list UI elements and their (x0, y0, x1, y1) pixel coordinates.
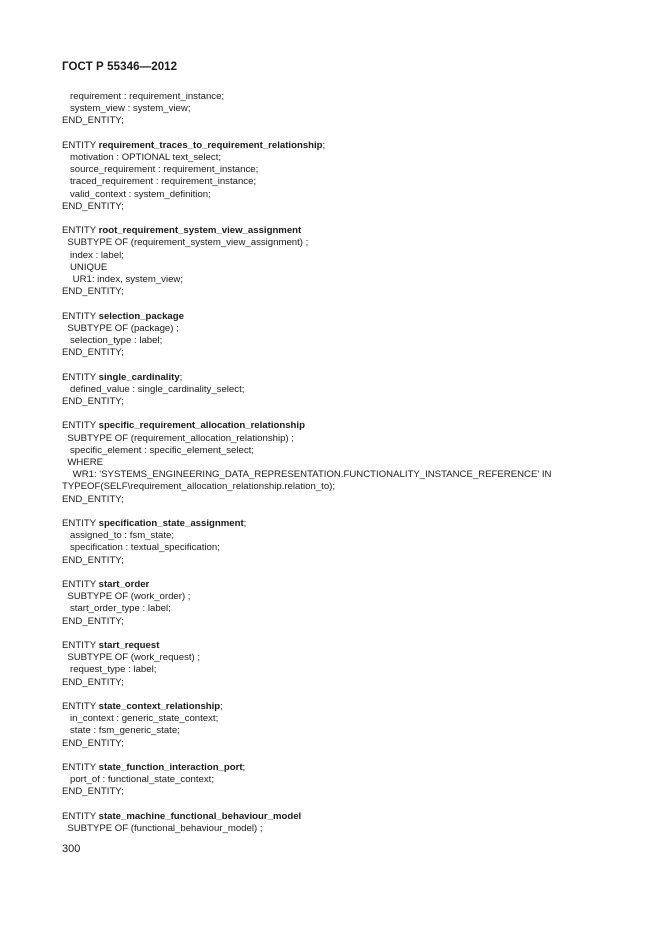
block-separator (62, 298, 632, 310)
block-separator (62, 213, 632, 225)
code-line: selection_type : label; (62, 335, 163, 347)
entity-block (62, 701, 632, 750)
entity-name: specification_state_assignment (98, 518, 244, 530)
code-line: motivation : OPTIONAL text_select; (62, 152, 222, 163)
entity-keyword: ENTITY (62, 579, 99, 591)
code-line: SUBTYPE OF (requirement_allocation_relationship) ; (62, 432, 294, 444)
code-line: END_ENTITY; (62, 554, 124, 566)
entity-declaration (62, 579, 632, 591)
code-line: END_ENTITY; (62, 286, 124, 298)
code-line: UR1: index, system_view; (62, 274, 184, 286)
entity-declaration (62, 140, 632, 152)
entity-keyword: ENTITY (62, 225, 99, 237)
entity-block (62, 811, 632, 835)
entity-keyword: ENTITY (62, 420, 99, 432)
code-line: TYPEOF(SELF\requirement_allocation_relationship.relation_to); (62, 481, 336, 493)
block-separator (62, 750, 632, 762)
entity-keyword: ENTITY (62, 310, 99, 322)
entity-terminator: ; (179, 371, 183, 383)
block-separator (62, 408, 632, 420)
code-line: start_order_type : label; (62, 603, 171, 615)
code-line: port_of : functional_state_context; (62, 774, 214, 786)
entity-declaration (62, 225, 632, 237)
entity-name: specific_requirement_allocation_relationship (98, 420, 305, 432)
code-line: index : label; (62, 249, 124, 261)
entity-block (62, 518, 632, 567)
code-line: state : fsm_generic_state; (62, 725, 180, 737)
code-line: END_ENTITY; (62, 200, 124, 212)
code-line: END_ENTITY; (62, 493, 124, 505)
code-line: in_context : generic_state_context; (62, 713, 219, 725)
entity-name: root_requirement_system_view_assignment (98, 225, 302, 237)
document-header: ГОСТ Р 55346—2012 (62, 61, 178, 73)
entity-block (62, 579, 632, 628)
entity-declaration (62, 762, 632, 774)
code-line: assigned_to : fsm_state; (62, 530, 174, 542)
code-line: source_requirement : requirement_instance; (62, 164, 259, 176)
entity-block (62, 311, 632, 360)
code-line: requirement : requirement_instance; (62, 91, 225, 102)
entity-terminator: ; (220, 701, 223, 713)
code-line: SUBTYPE OF (requirement_system_view_assignment) ; (62, 237, 309, 249)
code-line: valid_context : system_definition; (62, 188, 211, 200)
entity-declaration (62, 640, 632, 652)
entity-block (62, 140, 632, 213)
code-line: END_ENTITY; (62, 115, 124, 127)
block-separator (62, 506, 632, 518)
entity-block (62, 420, 632, 505)
entity-keyword: ENTITY (62, 371, 99, 383)
code-line: traced_requirement : requirement_instance; (62, 176, 257, 188)
code-line: UNIQUE (62, 261, 108, 273)
block-separator (62, 628, 632, 640)
entity-name: selection_package (98, 310, 184, 322)
code-line: specification : textual_specification; (62, 542, 220, 554)
entity-name: single_cardinality (98, 371, 180, 383)
entity-block (62, 91, 632, 128)
entity-name: requirement_traces_to_requirement_relationship (98, 139, 323, 151)
entity-block (62, 225, 632, 298)
code-line: specific_element : specific_element_select; (62, 444, 254, 456)
entity-keyword: ENTITY (62, 640, 99, 652)
block-separator (62, 128, 632, 140)
entity-name: start_request (98, 640, 160, 652)
code-line: END_ENTITY; (62, 615, 124, 627)
entity-declaration (62, 811, 632, 823)
entity-terminator: ; (242, 762, 246, 774)
entity-terminator: ; (243, 518, 247, 530)
code-line: defined_value : single_cardinality_select; (62, 383, 245, 395)
entity-declaration (62, 420, 632, 432)
code-line: END_ENTITY; (62, 737, 124, 749)
code-line: WR1: 'SYSTEMS_ENGINEERING_DATA_REPRESENTATION.FUNCTIONALITY_INSTANCE_REFERENCE' IN (62, 469, 552, 481)
entity-block (62, 372, 632, 409)
code-line: END_ENTITY; (62, 396, 124, 408)
entity-keyword: ENTITY (62, 701, 99, 713)
code-line: END_ENTITY; (62, 676, 124, 688)
block-separator (62, 359, 632, 371)
entity-name: state_context_relationship (98, 701, 221, 713)
entity-name: start_order (98, 579, 150, 591)
code-line: SUBTYPE OF (work_request) ; (62, 652, 201, 664)
entity-block (62, 762, 632, 799)
code-line: SUBTYPE OF (work_order) ; (62, 591, 191, 603)
entity-name: state_machine_functional_behaviour_model (98, 810, 302, 822)
code-line: system_view : system_view; (62, 103, 191, 115)
express-schema-listing (62, 91, 632, 835)
block-separator (62, 799, 632, 811)
entity-keyword: ENTITY (62, 139, 99, 151)
entity-declaration (62, 701, 632, 713)
block-separator (62, 689, 632, 701)
entity-declaration (62, 372, 632, 384)
code-line: WHERE (62, 457, 104, 469)
entity-terminator: ; (322, 139, 326, 151)
code-line: SUBTYPE OF (package) ; (62, 322, 179, 334)
entity-block (62, 640, 632, 689)
code-line: request_type : label; (62, 664, 157, 676)
code-line: SUBTYPE OF (functional_behaviour_model) ; (62, 823, 263, 835)
block-separator (62, 567, 632, 579)
entity-name: state_function_interaction_port (98, 762, 243, 774)
code-line: END_ENTITY; (62, 347, 124, 359)
entity-declaration (62, 311, 632, 323)
entity-keyword: ENTITY (62, 518, 99, 530)
code-line: END_ENTITY; (62, 786, 124, 798)
entity-declaration (62, 518, 632, 530)
entity-keyword: ENTITY (62, 762, 99, 774)
entity-keyword: ENTITY (62, 810, 99, 822)
page-number: 300 (62, 843, 81, 855)
